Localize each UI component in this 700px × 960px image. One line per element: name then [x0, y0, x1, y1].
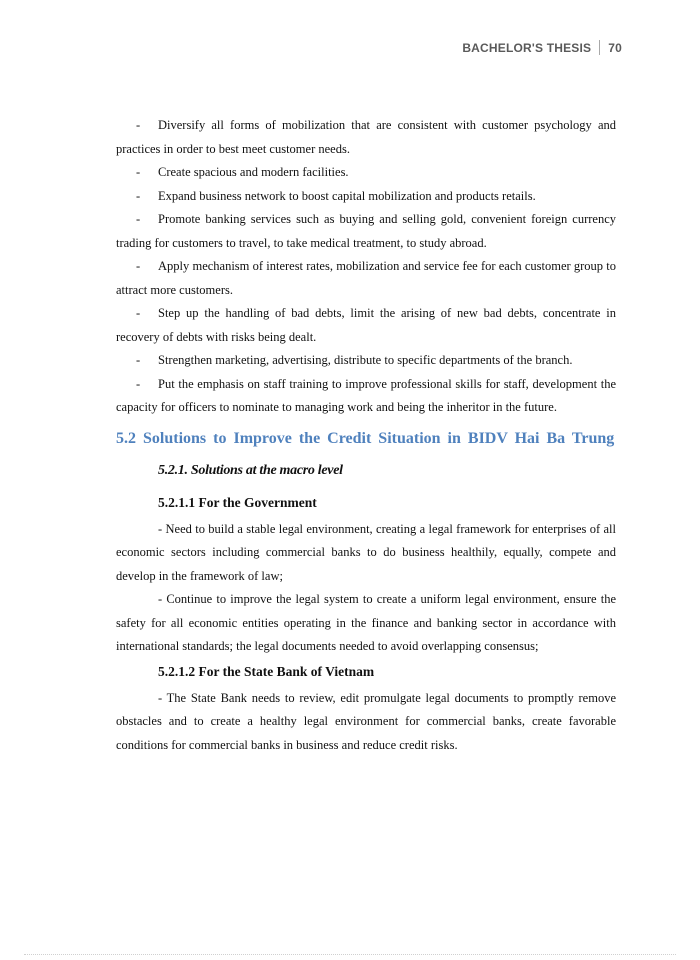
bullet-item — [116, 255, 616, 302]
page-bottom-divider — [24, 954, 676, 955]
government-heading: 5.2.1.1 For the Government — [158, 494, 317, 510]
bullet-text: Diversify all forms of mobilization that are consistent with customer psychology and practices in order to best meet customer needs. — [116, 118, 616, 156]
section-heading: 5.2 Solutions to Improve the Credit Situation in BIDV Hai Ba Trung — [116, 429, 615, 447]
bullet-item — [116, 161, 616, 185]
bullet-dash: - — [136, 353, 141, 367]
bullet-item — [116, 114, 616, 161]
bullet-dash: - — [136, 188, 141, 203]
bullet-dash: - — [136, 165, 141, 179]
government-paragraph: - Need to build a stable legal environment, creating a legal framework for enterprises of all economic sectors including commercial banks to do business healthily, equally, compete and develop in the framework of law; — [116, 521, 616, 583]
bullet-text: Create spacious and modern facilities. — [158, 165, 349, 179]
state-bank-heading: 5.2.1.2 For the State Bank of Vietnam — [158, 663, 375, 679]
bullet-item — [116, 302, 616, 349]
bullet-dash: - — [136, 118, 141, 132]
subsection-heading: 5.2.1. Solutions at the macro level — [158, 462, 343, 478]
bullet-text: Apply mechanism of interest rates, mobilization and service fee for each customer group to attract more customers. — [116, 259, 616, 297]
running-header — [462, 40, 622, 55]
government-paragraph: - Continue to improve the legal system to create a uniform legal environment, ensure the safety for all economic entities operating in the finance and banking sector in accordance with international standards; the legal documents needed to avoid overlapping consensus; — [116, 592, 616, 653]
page-number: 70 — [608, 40, 622, 55]
bullet-text: Expand business network to boost capital mobilization and products retails. — [158, 188, 536, 203]
bullet-item — [116, 185, 616, 209]
bullet-item — [116, 373, 616, 420]
bullet-dash: - — [136, 212, 141, 226]
header-divider — [599, 40, 600, 55]
bullet-dash: - — [136, 306, 141, 320]
bullet-text: Promote banking services such as buying and selling gold, convenient foreign currency trading for customers to travel, to take medical treatment, to study abroad. — [116, 212, 616, 250]
thesis-title: BACHELOR'S THESIS — [462, 40, 592, 55]
state-bank-paragraph: - The State Bank needs to review, edit promulgate legal documents to promptly remove obstacles and to create a healthy legal environment for commercial banks, create favorable conditions for commercial banks in business and reduce credit risks. — [116, 690, 616, 752]
bullet-item — [116, 208, 616, 255]
bullet-text: Strengthen marketing, advertising, distribute to specific departments of the branch. — [158, 353, 573, 367]
page-body — [116, 114, 616, 757]
bullet-item — [116, 349, 616, 373]
bullet-text: Put the emphasis on staff training to improve professional skills for staff, development the capacity for officers to nominate to managing work and being the inheritor in the future. — [116, 376, 616, 414]
bullet-dash: - — [136, 259, 141, 273]
bullet-dash: - — [136, 376, 141, 391]
bullet-text: Step up the handling of bad debts, limit the arising of new bad debts, concentrate in recovery of debts with risks being dealt. — [116, 306, 616, 344]
